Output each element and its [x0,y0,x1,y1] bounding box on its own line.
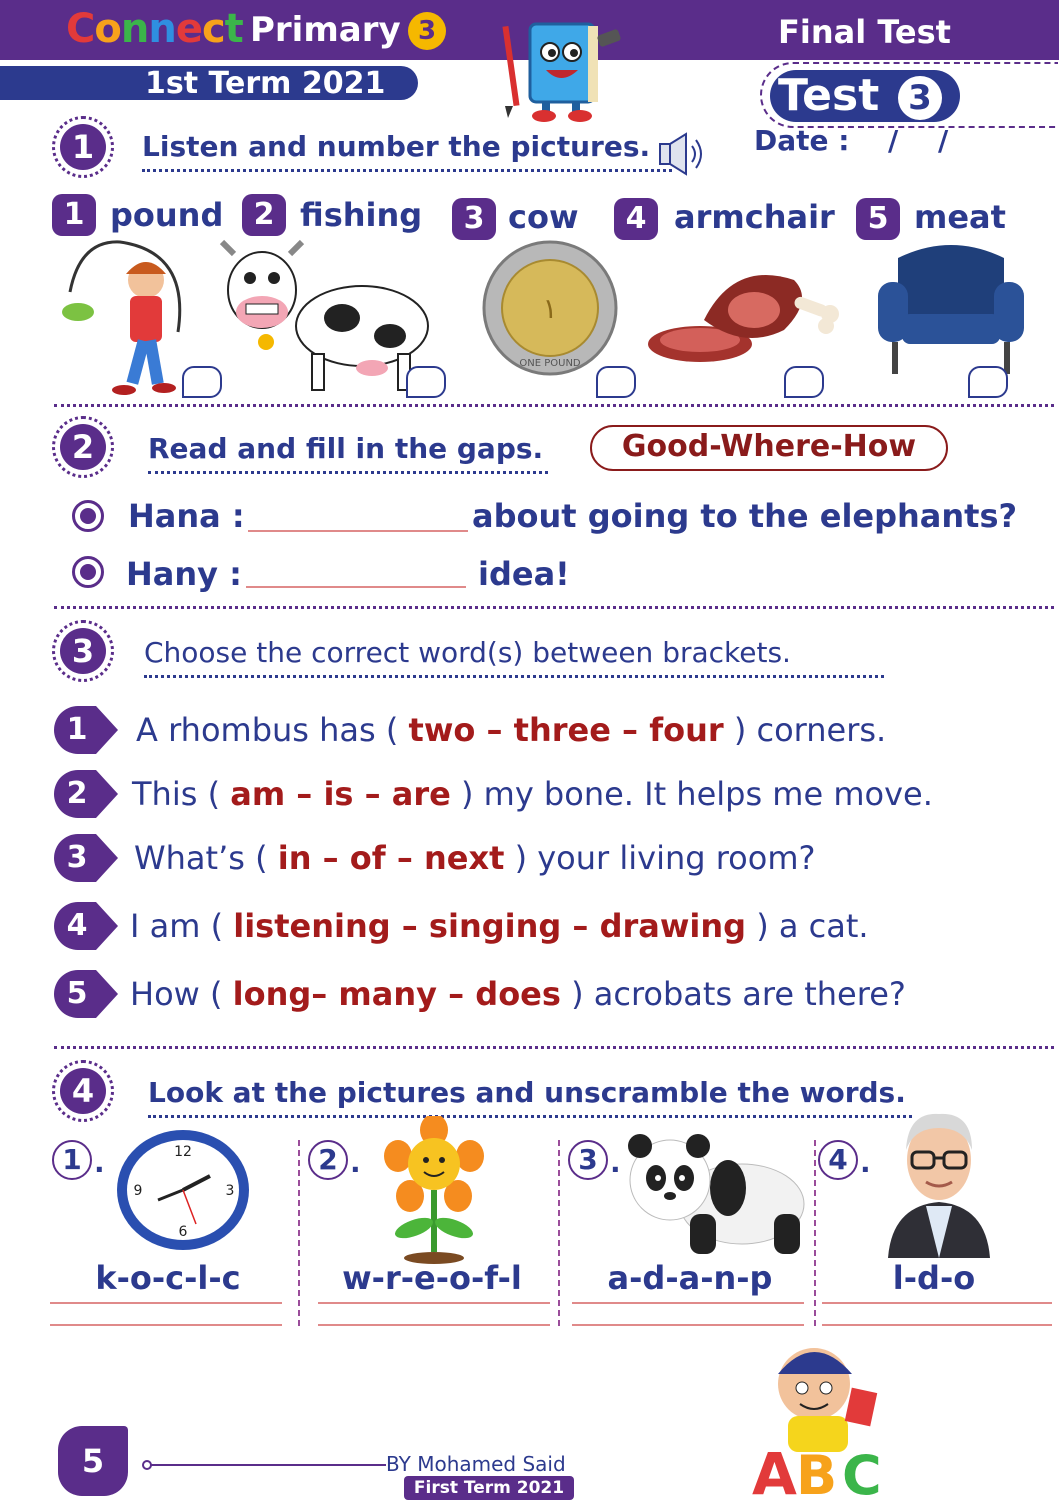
scrambled-word: w-r-e-o-f-l [342,1259,522,1297]
test-label: Test [778,70,880,121]
word-number: 4 [614,198,658,240]
answer-gap[interactable] [248,530,468,532]
answer-gap[interactable] [246,586,466,588]
page-number: 5 [58,1426,128,1496]
answer-line[interactable] [318,1302,550,1304]
answer-line[interactable] [50,1324,282,1326]
scrambled-word: a-d-a-n-p [607,1259,773,1297]
option[interactable]: next [423,839,505,877]
svg-text:3: 3 [225,1183,235,1199]
answer-line[interactable] [50,1302,282,1304]
section-1-badge: 1 [52,116,114,178]
question-number: 3 [66,840,88,875]
word-number: 3 [452,198,496,240]
word-label: armchair [674,198,835,236]
coin-text: ONE POUND [519,358,581,369]
answer-line[interactable] [318,1324,550,1326]
footer-dot [142,1460,152,1470]
answer-box[interactable] [596,366,636,398]
footer-term: First Term 2021 [404,1476,574,1500]
term-label: 1st Term 2021 [145,66,386,101]
question-number: 5 [66,976,88,1011]
question-text: What’s ( in – of – next ) your living room? [134,839,816,877]
item-number: 1 [52,1140,92,1180]
option[interactable]: drawing [599,907,747,945]
section-divider [54,606,1054,609]
question-number: 4 [66,908,88,943]
item-number-dot: . [350,1146,361,1179]
connect-logo: Connect [66,6,243,52]
answer-box[interactable] [784,366,824,398]
series-label: Primary [250,10,401,50]
old-man-icon [884,1110,994,1258]
speaker-name: Hana : [128,497,245,535]
question-text: A rhombus has ( two – three – four ) corners. [136,711,887,749]
answer-line[interactable] [572,1324,804,1326]
svg-text:12: 12 [174,1144,192,1160]
grade-badge: 3 [408,12,446,50]
section-divider [54,404,1054,407]
option[interactable]: two [408,711,476,749]
section-4-instruction: Look at the pictures and unscramble the words. [148,1076,912,1118]
word-number: 5 [856,198,900,240]
author: BY Mohamed Said [386,1452,566,1476]
item-number-dot: . [860,1146,871,1179]
meat-icon [644,260,844,368]
svg-text:A: A [752,1440,797,1498]
panda-icon [624,1134,810,1256]
svg-text:B: B [796,1444,838,1498]
scrambled-word: l-d-o [892,1259,976,1297]
answer-box[interactable] [406,366,446,398]
dialogue-text: about going to the elephants? [472,497,1018,535]
answer-line[interactable] [822,1324,1052,1326]
speaker-name: Hany : [126,555,242,593]
exam-type: Final Test [778,13,951,51]
question-text: How ( long– many – does ) acrobats are there? [130,975,906,1013]
section-3-badge: 3 [52,620,114,682]
scrambled-word: k-o-c-l-c [95,1259,241,1297]
option[interactable]: four [649,711,724,749]
word-label: cow [508,198,579,236]
date-label: Date : [754,124,850,157]
svg-text:C: C [842,1444,882,1498]
question-text: I am ( listening – singing – drawing ) a cat. [130,907,869,945]
svg-text:6: 6 [178,1224,188,1240]
option[interactable]: are [391,775,451,813]
word-label: fishing [300,196,423,234]
word-number: 2 [242,194,286,236]
answer-box[interactable] [968,366,1008,398]
item-number: 2 [308,1140,348,1180]
pound-coin-icon [482,240,618,376]
section-3-instruction: Choose the correct word(s) between brackets. [144,636,884,678]
item-number: 4 [818,1140,858,1180]
bullet-icon [72,500,104,532]
abc-kid-icon [744,1330,904,1498]
section-4-badge: 4 [52,1060,114,1122]
option[interactable]: long [232,975,312,1013]
section-divider [54,1046,1054,1049]
svg-text:١: ١ [542,292,558,325]
column-separator [298,1140,300,1326]
option[interactable]: is [323,775,354,813]
option[interactable]: of [349,839,386,877]
word-bank: Good-Where-How [621,429,917,464]
section-1-instruction: Listen and number the pictures. [142,130,672,172]
speaker-icon[interactable] [656,130,704,178]
word-label: pound [110,196,224,234]
answer-line[interactable] [572,1302,804,1304]
cow-icon [212,238,436,398]
dialogue-text: idea! [478,555,570,593]
option[interactable]: many [338,975,437,1013]
option[interactable]: listening [233,907,391,945]
option[interactable]: in [277,839,312,877]
word-label: meat [914,198,1006,236]
section-2-instruction: Read and fill in the gaps. [148,432,548,474]
clock-icon [114,1128,252,1252]
answer-line[interactable] [822,1302,1052,1304]
column-separator [558,1140,560,1326]
svg-text:9: 9 [133,1183,143,1199]
test-number: 3 [898,76,942,120]
bullet-icon [72,556,104,588]
question-number: 1 [66,712,88,747]
column-separator [814,1140,816,1326]
date-field[interactable]: / / [888,124,949,157]
word-number: 1 [52,194,96,236]
question-text: This ( am – is – are ) my bone. It helps me move. [132,775,933,813]
armchair-icon [878,238,1024,378]
item-number-dot: . [610,1146,621,1179]
section-2-badge: 2 [52,416,114,478]
item-number: 3 [568,1140,608,1180]
option[interactable]: three [513,711,611,749]
option[interactable]: singing [428,907,562,945]
book-mascot-icon [500,6,630,124]
flower-icon [384,1116,484,1266]
question-number: 2 [66,776,88,811]
option[interactable]: does [475,975,561,1013]
item-number-dot: . [94,1146,105,1179]
option[interactable]: am [230,775,286,813]
fishing-boy-icon [60,232,200,400]
footer-line [146,1464,386,1466]
